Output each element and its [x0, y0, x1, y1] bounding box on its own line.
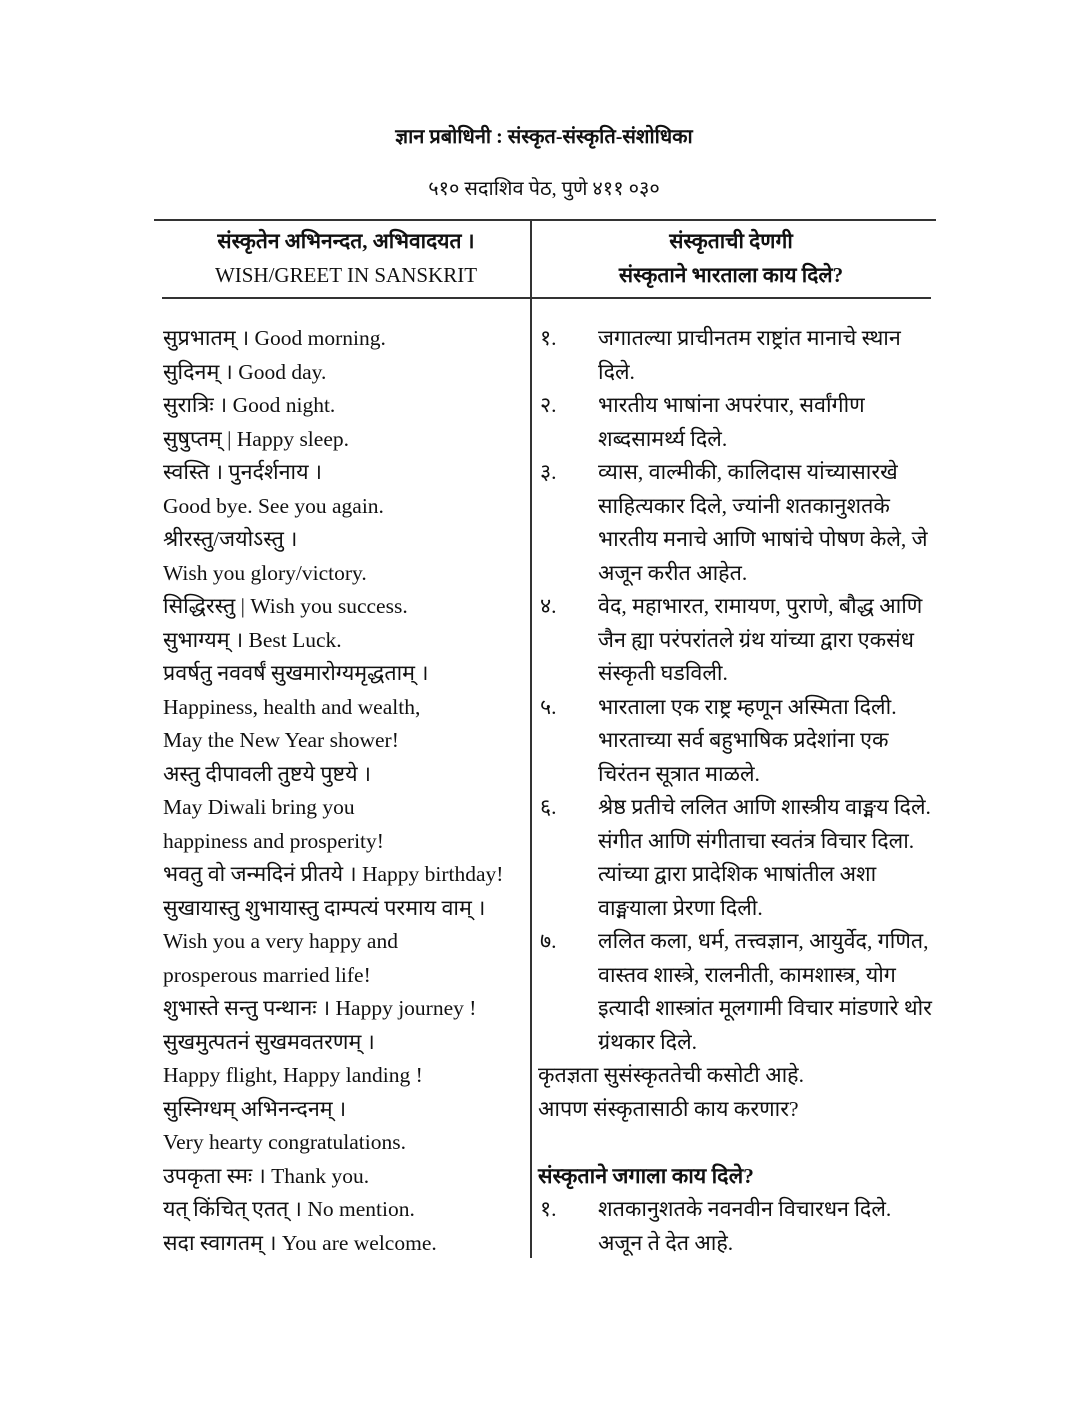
contribution-line [540, 322, 930, 356]
greeting-line: सदा स्वागतम् । You are welcome. [163, 1230, 437, 1255]
greeting-line: सुखायास्तु शुभायास्तु दाम्पत्यं परमाय वाम् । [163, 895, 486, 920]
greeting-line: Good bye. See you again. [163, 493, 384, 518]
item-number: १. [540, 1197, 557, 1221]
right-header-line2: संस्कृताने भारताला काय दिले? [618, 263, 844, 287]
contribution-line [540, 1026, 930, 1060]
contribution-line [540, 490, 930, 524]
greeting-line: prosperous married life! [163, 962, 371, 987]
contribution-line [540, 992, 930, 1026]
item-number: ५. [540, 694, 557, 719]
right-header-line1: संस्कृताची देणगी [669, 229, 793, 253]
greeting-line: May Diwali bring you [163, 795, 355, 819]
document-address: ५१० सदाशिव पेठ, पुणे ४११ ०३० [428, 178, 660, 200]
contribution-line [540, 523, 930, 557]
item-number: १. [540, 326, 557, 350]
item-number: ७. [540, 929, 557, 953]
item-text: ग्रंथकार दिले. [598, 1029, 698, 1054]
greeting-line: सुभाग्यम् । Best Luck. [163, 627, 342, 652]
item-number: ६. [540, 795, 557, 819]
section-heading: संस्कृताने जगाला काय दिले? [538, 1163, 754, 1188]
greeting-line: सुखमुत्पतनं सुखमवतरणम् । [163, 1029, 375, 1054]
left-header-line2: WISH/GREET IN SANSKRIT [214, 263, 478, 287]
contribution-line [540, 691, 930, 725]
right-column-header [531, 224, 931, 292]
item-text: वेद, महाभारत, रामायण, पुराणे, बौद्ध आणि [598, 594, 923, 618]
table-top-rule [154, 219, 936, 221]
greeting-line: सुदिनम् । Good day. [163, 359, 327, 384]
item-text: चिरंतन सूत्रात माळले. [598, 761, 760, 786]
item-text: संस्कृती घडविली. [598, 661, 728, 685]
contribution-line [540, 858, 930, 892]
item-text: शब्दसामर्थ्य दिले. [598, 426, 728, 451]
item-text: भारतीय भाषांना अपरंपार, सर्वांगीण [598, 393, 865, 417]
contribution-line [540, 758, 930, 792]
greeting-line: सुस्निग्धम् अभिनन्दनम् । [163, 1096, 347, 1121]
greeting-line: स्वस्ति । पुनर्दर्शनाय । [163, 460, 323, 484]
item-number: ३. [540, 460, 557, 484]
greeting-line: Happy flight, Happy landing ! [163, 1063, 423, 1087]
left-column-header [162, 224, 530, 292]
left-header-line1: संस्कृतेन अभिनन्दत, अभिवादयत । [217, 229, 475, 253]
contribution-line [540, 791, 930, 825]
contribution-line [540, 925, 930, 959]
item-text: त्यांच्या द्वारा प्रादेशिक भाषांतील अशा [598, 862, 877, 886]
greeting-line: भवतु वो जन्मदिनं प्रीतये । Happy birthday! [163, 862, 504, 886]
item-text: दिले. [598, 359, 635, 384]
contribution-line [540, 1193, 930, 1227]
item-text: जगातल्या प्राचीनतम राष्ट्रांत मानाचे स्थान [598, 326, 901, 350]
contribution-line [540, 724, 930, 758]
item-text: भारतीय मनाचे आणि भाषांचे पोषण केले, जे [598, 527, 928, 551]
contribution-line [540, 356, 930, 390]
greeting-line: Wish you a very happy and [163, 929, 398, 953]
item-text: साहित्यकार दिले, ज्यांनी शतकानुशतके [598, 493, 890, 518]
column-divider [530, 220, 532, 1258]
item-text: वास्तव शास्त्रे, रालनीती, कामशास्त्र, योग [598, 962, 896, 987]
greeting-line: Very hearty congratulations. [163, 1130, 406, 1154]
greeting-line: सुप्रभातम् । Good morning. [163, 326, 386, 350]
contribution-line [540, 456, 930, 490]
greeting-line: happiness and prosperity! [163, 828, 384, 853]
greeting-line: प्रवर्षतु नववर्षं सुखमारोग्यमृद्धताम् । [163, 661, 429, 685]
item-text: अजून करीत आहेत. [598, 560, 748, 585]
item-text: भारताच्या सर्व बहुभाषिक प्रदेशांना एक [598, 728, 889, 752]
greeting-line: यत् किंचित् एतत् । No mention. [163, 1197, 415, 1221]
greeting-line: शुभास्ते सन्तु पन्थानः । Happy journey ! [163, 996, 477, 1020]
item-text: जैन ह्या परंपरांतले ग्रंथ यांच्या द्वारा एकसंध [598, 627, 914, 652]
item-text: संगीत आणि संगीताचा स्वतंत्र विचार दिला. [598, 828, 915, 853]
greeting-line: Wish you glory/victory. [163, 560, 367, 585]
item-text: वाङ्मयाला प्रेरणा दिली. [598, 895, 763, 920]
contribution-line [540, 389, 930, 423]
contribution-line [540, 657, 930, 691]
contribution-line [540, 825, 930, 859]
greeting-line: अस्तु दीपावली तुष्टये पुष्टये । [163, 761, 372, 786]
contribution-line [540, 590, 930, 624]
greetings-list [163, 322, 525, 1260]
greeting-line: सिद्धिरस्तु | Wish you success. [163, 594, 408, 618]
header-bottom-rule-right [531, 297, 931, 299]
spacer [540, 1126, 930, 1160]
item-number: ४. [540, 594, 557, 618]
closing-line: कृतज्ञता सुसंस्कृततेची कसोटी आहे. [538, 1063, 804, 1087]
contribution-line [540, 892, 930, 926]
item-text: भारताला एक राष्ट्र म्हणून अस्मिता दिली. [598, 694, 897, 719]
greeting-line: सुरात्रिः । Good night. [163, 393, 336, 417]
contribution-line [540, 624, 930, 658]
greeting-line: श्रीरस्तु/जयोऽस्तु । [163, 527, 298, 551]
item-text: ललित कला, धर्म, तत्त्वज्ञान, आयुर्वेद, गणित, [598, 929, 929, 953]
item-text: श्रेष्ठ प्रतीचे ललित आणि शास्त्रीय वाङ्मय दिले. [598, 795, 931, 819]
item-text: शतकानुशतके नवनवीन विचारधन दिले. [598, 1197, 892, 1221]
item-text: अजून ते देत आहे. [598, 1230, 734, 1255]
greeting-line: उपकृता स्मः । Thank you. [163, 1163, 370, 1188]
contribution-line [540, 423, 930, 457]
item-number: २. [540, 393, 557, 417]
contribution-line [540, 557, 930, 591]
greeting-line: May the New Year shower! [163, 728, 399, 752]
item-text: व्यास, वाल्मीकी, कालिदास यांच्यासारखे [598, 460, 898, 484]
document-title: ज्ञान प्रबोधिनी : संस्कृत-संस्कृति-संशोधिका [395, 126, 693, 148]
contributions-list [540, 322, 930, 1260]
closing-line: आपण संस्कृतासाठी काय करणार? [538, 1096, 799, 1121]
greeting-line: Happiness, health and wealth, [163, 694, 421, 719]
contribution-line [540, 959, 930, 993]
contribution-line [540, 1227, 930, 1261]
header-bottom-rule-left [162, 297, 530, 299]
item-text: इत्यादी शास्त्रांत मूलगामी विचार मांडणारे थोर [598, 996, 932, 1020]
greeting-line: सुषुप्तम् | Happy sleep. [163, 426, 349, 451]
